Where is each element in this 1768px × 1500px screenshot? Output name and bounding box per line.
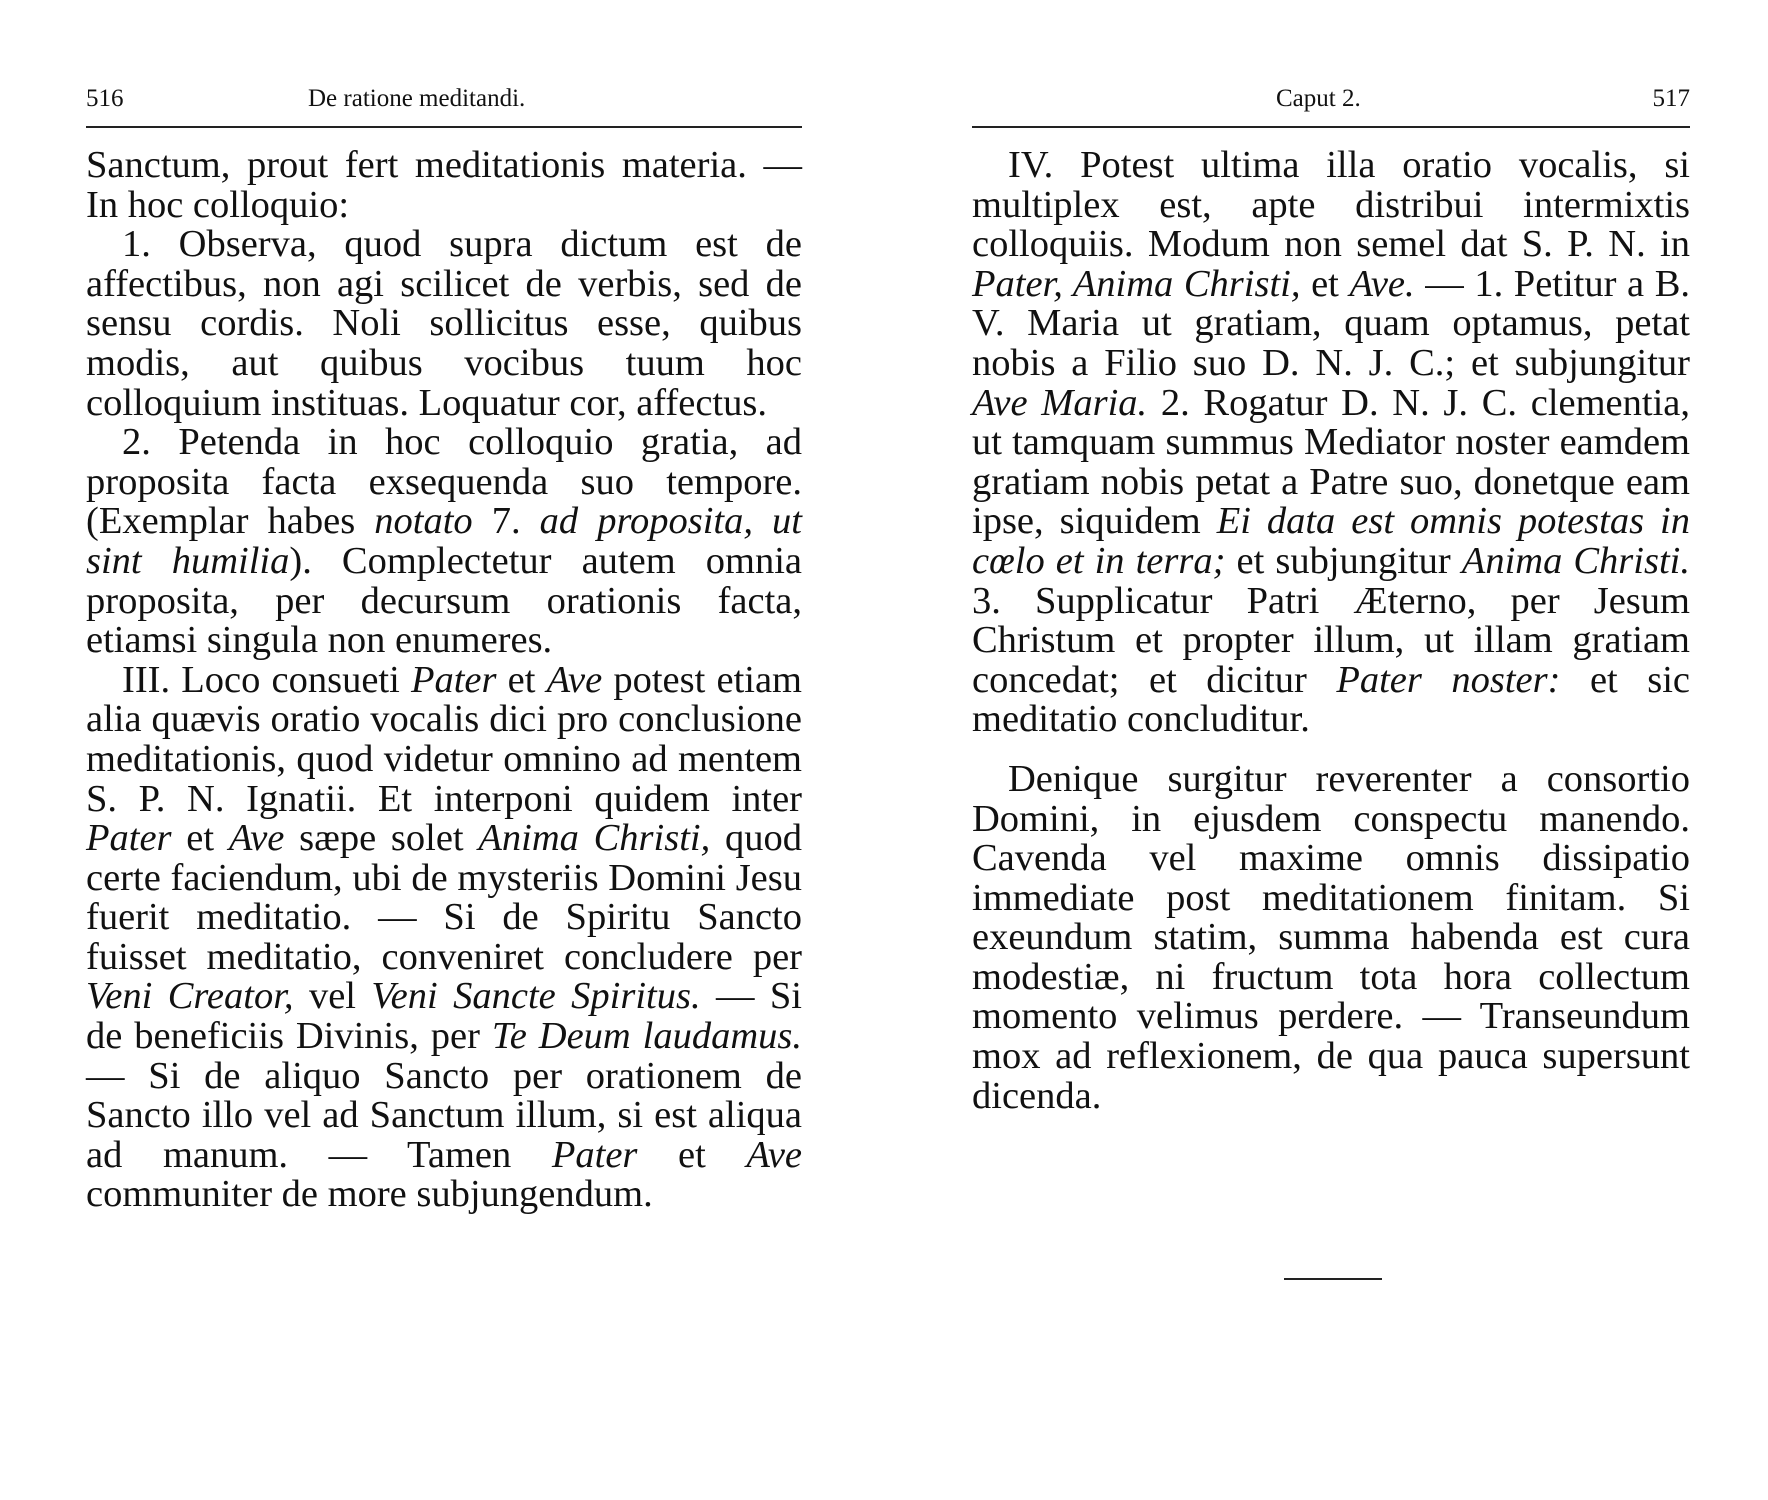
text-run: — Si de aliquo Sancto per orationem de Sancto illo vel ad Sanctum illum, si est aliqua ad manum. — Tamen: [86, 1054, 802, 1176]
text-run: Sanctum, prout fert meditationis materia. — In hoc colloquio:: [86, 144, 802, 226]
text-run: vel: [293, 975, 372, 1018]
text-run: — Si de beneficiis Divinis, per: [86, 975, 802, 1058]
text-run: 2. Rogatur D. N. J. C. clementia, ut tamquam summus Mediator noster eamdem gratiam nobis petat a Patre suo, donetque eam ipse, siquidem: [972, 381, 1690, 543]
text-run: et: [171, 817, 229, 860]
italic-text: Ave.: [1349, 262, 1415, 305]
text-run: communiter de more subjungendum.: [86, 1173, 653, 1216]
header-rule: [86, 126, 802, 128]
text-run: quod certe faciendum, ubi de mysteriis Domini Jesu fuerit meditatio. — Si de Spiritu Sancto fuisset meditatio, conveniret concludere per: [86, 817, 802, 978]
text-run: et: [637, 1133, 747, 1176]
paragraph: [972, 757, 1690, 1117]
italic-text: Ei data est omnis potestas in cœlo et in terra;: [972, 500, 1690, 582]
running-head: [86, 84, 802, 114]
italic-text: Pater noster:: [1336, 658, 1561, 701]
italic-text: Pater, Anima Christi,: [972, 262, 1301, 305]
text-run: et sic meditatio concluditur.: [972, 658, 1691, 741]
italic-text: ad proposita, ut sint humilia: [86, 500, 802, 582]
italic-text: Ave: [546, 658, 603, 701]
text-run: potest etiam alia quævis oratio vocalis dici pro conclusione meditationis, quod videtur omnino ad mentem S. P. N. Ignatii. Et interponi quidem inter: [86, 658, 802, 820]
running-title: Caput 2.: [1276, 85, 1361, 112]
italic-text: Pater: [551, 1133, 638, 1176]
text-run: ). Complectetur autem omnia proposita, per decursum orationis facta, etiamsi singula non enumeres.: [86, 539, 802, 662]
italic-text: Te Deum laudamus.: [491, 1015, 802, 1058]
text-run: III. Loco consueti: [122, 658, 411, 701]
italic-text: Pater: [86, 817, 172, 860]
text-run: et subjungitur: [1225, 539, 1462, 582]
paragraph: [972, 146, 1690, 740]
paragraph: [86, 423, 802, 661]
text-run: 1. Observa, quod supra dictum est de affectibus, non agi scilicet de verbis, sed de sensu cordis. Noli sollicitus esse, quibus modis, aut quibus vocibus tuum hoc colloquium instituas. Loquatur cor, affectus.: [86, 223, 802, 424]
paragraph: [86, 225, 802, 423]
running-title: De ratione meditandi.: [308, 85, 526, 112]
italic-text: Anima Christi.: [1461, 539, 1690, 582]
text-run: 7.: [472, 500, 540, 543]
text-run: 2. Petenda in hoc colloquio gratia, ad proposita facta exsequenda suo tempore. (Exemplar habes: [86, 421, 802, 543]
paragraph: [86, 146, 802, 225]
text-run: sæpe solet: [284, 817, 479, 860]
page-number: 516: [86, 85, 124, 112]
italic-text: notato: [374, 500, 473, 543]
running-head: [972, 84, 1690, 114]
text-run: IV. Potest ultima illa oratio vocalis, si multiplex est, apte distribui intermixtis colloquiis. Modum non semel dat S. P. N. in: [972, 144, 1690, 266]
italic-text: Veni Creator,: [86, 975, 294, 1018]
text-run: et: [1300, 262, 1350, 305]
italic-text: Pater: [410, 658, 497, 701]
italic-text: Veni Sancte Spiritus.: [371, 975, 701, 1018]
page-number: 517: [1652, 85, 1690, 112]
text-run: — 1. Petitur a B. V. Maria ut gratiam, quam optamus, petat nobis a Filio suo D. N. J. C.; et subjungitur: [972, 262, 1690, 384]
italic-text: Ave: [228, 817, 285, 860]
text-run: et: [496, 658, 547, 701]
page-body: [86, 146, 802, 1215]
page-body: [972, 146, 1690, 1116]
paragraph: [86, 658, 802, 1216]
italic-text: Ave: [746, 1133, 802, 1176]
header-rule: [972, 126, 1690, 128]
closing-rule: [1284, 1278, 1382, 1280]
italic-text: Anima Christi,: [478, 817, 711, 860]
italic-text: Ave Maria.: [972, 381, 1148, 424]
text-run: Denique surgitur reverenter a consortio Domini, in ejusdem conspectu manendo. Cavenda vel maxime omnis dissipatio immediate post meditationem finitam. Si exeundum statim, summa habenda est cura modestiæ, ni fructum tota hora collectum momento velimus perdere. — Transeundum mox ad reflexionem, de qua pauca supersunt dicenda.: [972, 757, 1690, 1117]
text-run: 3. Supplicatur Patri Æterno, per Jesum Christum et propter illum, ut illam gratiam concedat; et dicitur: [972, 579, 1690, 701]
